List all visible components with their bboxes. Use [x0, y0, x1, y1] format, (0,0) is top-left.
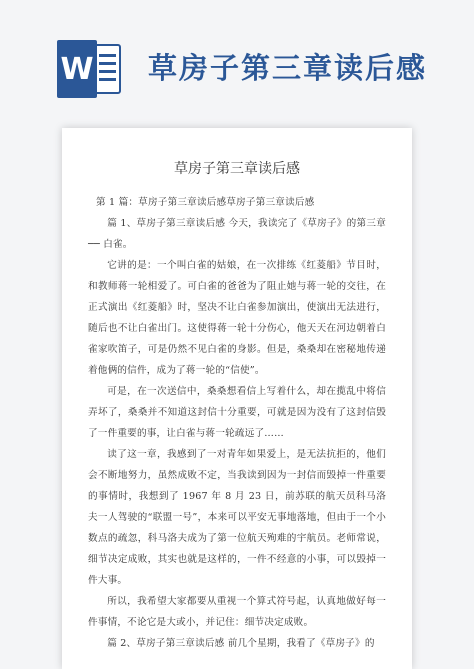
paragraph-heading: 第 1 篇：草房子第三章读后感草房子第三章读后感	[96, 197, 315, 208]
paragraph: 它讲的是：一个叫白雀的姑娘，在一次排练《红菱船》节目时，和教师蒋一轮相爱了。可白雀的爸爸为了阻止她与蒋一轮的交往，在正式演出《红菱船》时，坚决不让白雀参加演出，使演出无法进行，随后也不让白雀出门。这使得蒋一轮十分伤心，他天天在河边朝着白雀家吹笛子，可是仍然不见白雀的身影。但是，桑桑却在密秘地传递着他俩的信件，成为了蒋一轮的“信使”。	[88, 260, 386, 376]
banner-title: 草房子第三章读后感	[148, 51, 428, 85]
word-badge: W	[57, 40, 97, 98]
paragraph: 篇 1、草房子第三章读后感 今天，我读完了《草房子》的第三章── 白雀。	[88, 218, 386, 250]
document-page	[62, 128, 412, 669]
word-icon	[57, 40, 123, 98]
banner	[0, 0, 474, 115]
document-title: 草房子第三章读后感	[174, 161, 300, 177]
paragraph: 读了这一章，我感到了一对青年如果爱上，是无法抗拒的，他们会不断地努力，虽然成败不定，当我读到因为一封信而毁掉一件重要的事情时，我想到了 1967 年 8 月 23 日，前苏联的航天员科马洛夫一人驾驶的“联盟一号”，本来可以平安无事地落地，但由于一个小数点的疏忽，科马洛夫成为了第一位航天殉难的宇航员。老师常说，细节决定成败，其实也就是这样的，一件不经意的小事，可以毁掉一件大事。	[88, 449, 386, 586]
paragraph: 所以，我希望大家都要从重视一个算式符号起，认真地做好每一件事情，不论它是大或小，并记住：细节决定成败。	[88, 596, 386, 628]
paragraph: 篇 2、草房子第三章读后感 前几个星期，我看了《草房子》的	[107, 638, 375, 649]
paragraph: 可是，在一次送信中，桑桑想看信上写着什么，却在揽乱中将信弄坏了，桑桑并不知道这封信十分重要，可就是因为没有了这封信毁了一件重要的事，让白雀与蒋一轮疏远了……	[88, 386, 386, 439]
